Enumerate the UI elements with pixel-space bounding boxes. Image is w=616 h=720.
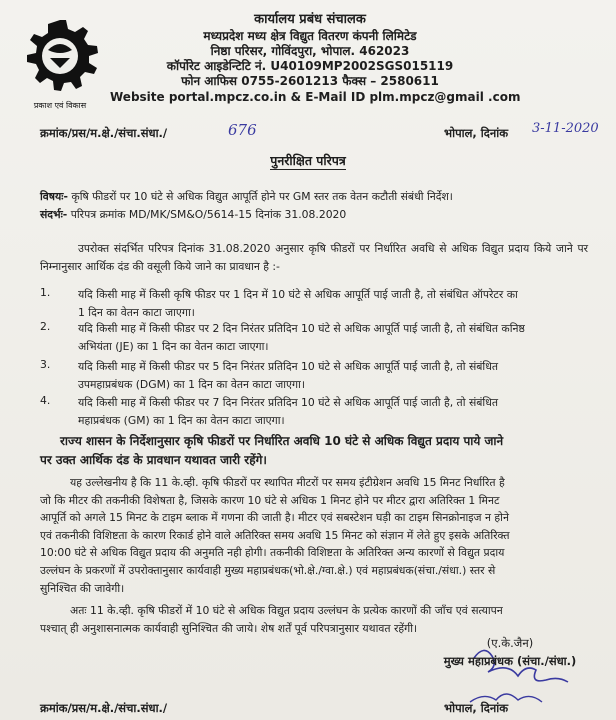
item-2-line1: यदि किसी माह में किसी फीडर पर 2 दिन निरंतर प्रतिदिन 10 घंटे से अधिक आपूर्ति पाई जाती है, तो संबंधित कनिष्ठ	[78, 322, 525, 335]
logo-caption: प्रकाश एवं विकास	[33, 101, 87, 110]
footer-place-date-label: भोपाल, दिनांक	[444, 701, 509, 715]
directive-bold-line2: पर उक्त आर्थिक दंड के प्रावधान यथावत जारी रहेंगे।	[40, 453, 267, 467]
phone-fax: फोन आफिस 0755-2601213 फैक्स – 2580611	[181, 74, 439, 88]
conclusion-paragraph	[40, 602, 600, 637]
conclusion-line1: अतः 11 के.व्ही. कृषि फीडरों में 10 घंटे से अधिक विद्युत प्रदाय उल्लंघन के प्रत्येक कारणों की जाँच एवं सत्यापन	[70, 604, 503, 617]
reference-line	[40, 206, 600, 224]
item-4-line1: यदि किसी माह में किसी फीडर पर 7 दिन निरंतर प्रतिदिन 10 घंटे से अधिक आपूर्ति पाई जाती है, तो संबंधित	[78, 396, 498, 409]
item-4-number: 4.	[40, 394, 51, 407]
subject-line	[40, 188, 600, 206]
item-1-number: 1.	[40, 286, 51, 299]
explanation-line1: यह उल्लेखनीय है कि 11 के.व्ही. कृषि फीडरों पर स्थापित मीटरों पर समय इंटीग्रेशन अवधि 15 मिनट निर्धारित है	[70, 476, 505, 489]
reference-text: परिपत्र क्रमांक MD/MK/SM&O/5614-15 दिनांक 31.08.2020	[70, 208, 347, 221]
corporate-id: कॉर्पोरेट आइडेन्टिटि नं. U40109MP2002SGS015119	[166, 59, 454, 73]
subject-text: कृषि फीडरों पर 10 घंटे से अधिक विद्युत आपूर्ति होने पर GM स्तर तक वेतन कटौती संबंधी निर्देश।	[71, 190, 453, 203]
explanation-line2: जो कि मीटर की तकनीकी विशेषता है, जिसके कारण 10 घंटे से अधिक 1 मिनट होने पर मीटर द्वारा अतिरिक्त 1 मिनट	[40, 493, 500, 507]
explanation-line4: एवं तकनीकी विशिष्टता के कारण रिकार्ड होने वाले अतिरिक्त समय अवधि 15 मिनट को संज्ञान में लेते हुए इसके अतिरिक्त	[40, 528, 510, 542]
reference-label: संदर्भः-	[40, 208, 68, 221]
item-3-line1: यदि किसी माह में किसी फीडर पर 5 दिन निरंतर प्रतिदिन 10 घंटे से अधिक आपूर्ति पाई जाती है, तो संबंधित	[78, 360, 498, 373]
gear-logo-icon	[12, 14, 108, 114]
item-2-number: 2.	[40, 320, 51, 333]
item-1-line1: यदि किसी माह में किसी कृषि फीडर पर 1 दिन में 10 घंटे से अधिक आपूर्ति पाई जाती है, तो संबंधित ऑपरेटर का	[78, 288, 518, 301]
explanation-paragraph	[40, 474, 600, 597]
explanation-line5: 10:00 घंटे से अधिक विद्युत प्रदाय की अनुमति नही होगी। तकनीकी विशिष्टता के अतिरिक्त अन्य कारणों से विद्युत प्रदाय	[40, 546, 505, 560]
item-3-number: 3.	[40, 358, 51, 371]
date-handwritten: 3-11-2020	[532, 121, 599, 136]
office-title: कार्यालय प्रबंध संचालक	[254, 12, 366, 27]
company-address: निष्ठा परिसर, गोविंदपुरा, भोपाल. 462023	[210, 44, 410, 58]
explanation-line7: सुनिश्चित की जावेगी।	[40, 581, 125, 595]
item-1-line2: 1 दिन का वेतन काटा जाएगा।	[78, 305, 195, 319]
explanation-line3: आपूर्ति को अगले 15 मिनट के टाइम ब्लाक में गणना की जाती है। मीटर एवं सबस्टेशन घड़ी का टाइम सिनक्रोनाइज न होने	[40, 511, 509, 525]
signatory-name: (ए.के.जैन)	[486, 636, 534, 650]
signature-block	[410, 636, 610, 716]
place-date-label: भोपाल, दिनांक	[444, 126, 509, 140]
explanation-line6: उल्लंघन के प्रकरणों में उपरोक्तानुसार कार्यवाही मुख्य महाप्रबंधक(भो.क्षे./ग्वा.क्षे.) एवं महाप्रबंधक(संचा./संधा.) स्तर से	[40, 563, 496, 577]
document-title: पुनरीक्षित परिपत्र	[270, 153, 346, 168]
intro-paragraph: उपरोक्त संदर्भित परिपत्र दिनांक 31.08.2020 अनुसार कृषि फीडरों पर निर्धारित अवधि से अधिक विद्युत प्रदाय किये जाने पर निम्नानुसार आर्थिक दंड की वसूली किये जाने का प्रावधान है :-	[40, 242, 588, 273]
company-logo	[12, 14, 108, 114]
item-2-line2: अभियंता (JE) का 1 दिन का वेतन काटा जाएगा।	[78, 339, 269, 353]
website-email: Website portal.mpcz.co.in & E-Mail ID plm.mpcz@gmail .com	[110, 90, 521, 104]
item-2-text	[78, 320, 590, 355]
ref-number-label: क्रमांक/प्रस/म.क्षे./संचा.संधा./	[40, 126, 168, 140]
item-3-line2: उपमहाप्रबंधक (DGM) का 1 दिन का वेतन काटा जाएगा।	[78, 377, 305, 391]
conclusion-line2: पश्चात् ही अनुशासनात्मक कार्यवाही सुनिश्चित की जाये। शेष शर्तें पूर्व परिपत्रानुसार यथावत रहेंगी।	[40, 621, 418, 635]
item-3-text	[78, 358, 590, 393]
company-name: मध्यप्रदेश मध्य क्षेत्र विद्युत वितरण कंपनी लिमिटेड	[203, 29, 417, 43]
ref-number-handwritten: 676	[228, 121, 257, 139]
item-1-text	[78, 286, 590, 321]
footer-ref-label: क्रमांक/प्रस/म.क्षे./संचा.संधा./	[40, 701, 168, 715]
directive-bold-line1: राज्य शासन के निर्देशानुसार कृषि फीडरों पर निर्धारित अवधि 10 घंटे से अधिक विद्युत प्रदाय पाये जाने	[60, 434, 504, 448]
signatory-designation: मुख्य महाप्रबंधक (संचा./संधा.)	[443, 654, 577, 668]
item-4-text	[78, 394, 590, 429]
subject-label: विषयः-	[40, 190, 68, 203]
item-4-line2: महाप्रबंधक (GM) का 1 दिन का वेतन काटा जाएगा।	[78, 413, 285, 427]
